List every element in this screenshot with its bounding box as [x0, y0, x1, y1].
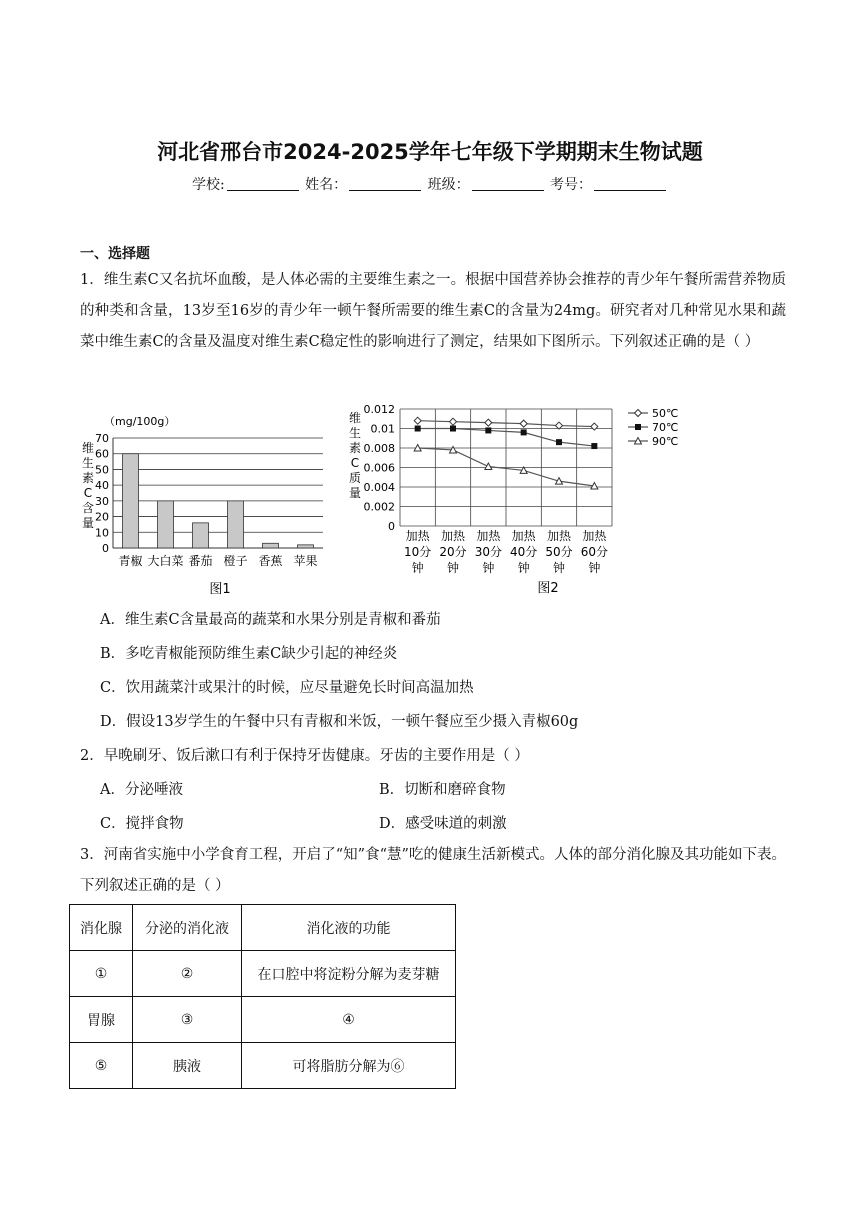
school-blank[interactable]: [227, 176, 299, 191]
page-title: 河北省邢台市2024-2025学年七年级下学期期末生物试题: [157, 140, 703, 164]
table-row: [70, 951, 456, 997]
y-tick-label: 30: [95, 494, 109, 508]
data-point: [450, 418, 457, 425]
x-tick-label: 钟: [446, 561, 460, 575]
data-point: [450, 426, 456, 432]
data-point: [485, 427, 491, 433]
y-axis-label-char: 生: [348, 426, 362, 440]
q1-option-b[interactable]: B．多吃青椒能预防维生素C缺少引起的神经炎: [100, 646, 398, 662]
x-tick-label: 钟: [482, 561, 495, 575]
bar: [263, 543, 279, 548]
question-2-text: 2．早晚刷牙、饭后漱口有利于保持牙齿健康。牙齿的主要作用是（ ）: [80, 748, 529, 764]
x-tick-label: 20分: [439, 545, 467, 559]
table-header-row: [70, 905, 456, 951]
table-cell: ③: [133, 997, 242, 1043]
bar: [123, 454, 139, 548]
data-point: [414, 417, 421, 424]
chart-unit-label: （mg/100g）: [104, 415, 176, 428]
table-header-cell: 消化液的功能: [242, 905, 456, 951]
x-tick-label: 加热: [405, 529, 430, 543]
y-axis-label-char: 维: [81, 441, 95, 455]
line-chart-figure-2: [345, 398, 705, 600]
q2-option-a[interactable]: A．分泌唾液: [100, 782, 183, 798]
y-tick-label: 0.012: [363, 403, 395, 416]
x-tick-label: 青椒: [118, 554, 143, 568]
data-point: [556, 422, 563, 429]
bar-chart-figure-1: [80, 408, 330, 600]
x-tick-label: 60分: [580, 545, 608, 559]
data-point: [635, 410, 642, 417]
student-info-line: [0, 174, 860, 194]
x-tick-label: 加热: [440, 529, 466, 543]
y-axis-label-char: 量: [81, 516, 95, 530]
table-cell: ④: [242, 997, 456, 1043]
y-tick-label: 0.006: [363, 461, 395, 475]
bar: [228, 501, 244, 548]
y-tick-label: 0: [388, 520, 395, 533]
y-tick-label: 0.004: [363, 481, 395, 494]
q2-option-d[interactable]: D．感受味道的刺激: [379, 816, 507, 832]
y-tick-label: 0.008: [363, 442, 395, 455]
question-1-text: 1．维生素C又名抗坏血酸，是人体必需的主要维生素之一。根据中国营养协会推荐的青少年午餐所需营养物质的种类和含量，13岁至16岁的青少年一顿午餐所需要的维生素C的含量为24mg。研究者对几种常见水果和蔬菜中维生素C的含量及温度对维生素C稳定性的影响进行了测定，结果如下图所示。下列叙述正确的是（ ）: [80, 272, 786, 350]
section-heading: 一、选择题: [80, 246, 150, 262]
question-3-text: 3．河南省实施中小学食育工程，开启了“知”食“慧”吃的健康生活新模式。人体的部分消化腺及其功能如下表。下列叙述正确的是（ ）: [80, 847, 786, 894]
x-tick-label: 40分: [510, 545, 538, 559]
table-row: [70, 1043, 456, 1089]
table-header-cell: 消化腺: [70, 905, 133, 951]
y-axis-label-char: 维: [348, 411, 362, 425]
bar: [193, 523, 209, 548]
q1-option-d[interactable]: D．假设13岁学生的午餐中只有青椒和米饭，一顿午餐应至少摄入青椒60g: [100, 714, 579, 730]
data-point: [520, 420, 527, 427]
table-cell: 胃腺: [70, 997, 133, 1043]
q2-option-c[interactable]: C．搅拌食物: [100, 816, 184, 832]
x-tick-label: 50分: [545, 545, 573, 559]
number-label: 考号：: [550, 177, 593, 193]
q2-option-b[interactable]: B．切断和磨碎食物: [379, 782, 506, 798]
y-axis-label-char: C: [83, 486, 93, 500]
x-tick-label: 钟: [588, 561, 601, 575]
x-tick-label: 钟: [552, 561, 566, 575]
x-tick-label: 10分: [404, 545, 432, 559]
school-label: 学校:: [191, 177, 225, 193]
y-axis-label-char: 含: [81, 501, 95, 515]
x-tick-label: 加热: [511, 529, 536, 543]
table-cell: 在口腔中将淀粉分解为麦芽糖: [242, 951, 456, 997]
data-point: [635, 424, 641, 430]
y-axis-label-char: 量: [348, 486, 362, 500]
chart-title: 图2: [537, 581, 559, 596]
data-point: [591, 443, 597, 449]
x-tick-label: 钟: [517, 561, 530, 575]
q1-option-a[interactable]: A．维生素C含量最高的蔬菜和水果分别是青椒和番茄: [100, 612, 441, 628]
x-tick-label: 橙子: [223, 554, 248, 568]
x-tick-label: 苹果: [293, 554, 318, 568]
x-tick-label: 30分: [474, 545, 502, 559]
digestive-gland-table: [69, 904, 456, 1089]
bar: [298, 545, 314, 548]
y-tick-label: 70: [95, 432, 109, 445]
y-axis-label-char: 素: [81, 471, 95, 485]
table-cell: 可将脂肪分解为⑥: [242, 1043, 456, 1089]
bar: [158, 501, 174, 548]
y-axis-label-char: 素: [348, 441, 362, 455]
x-tick-label: 番茄: [188, 554, 213, 568]
legend-label: 70℃: [652, 421, 679, 434]
q1-option-c[interactable]: C．饮用蔬菜汁或果汁的时候，应尽量避免长时间高温加热: [100, 680, 474, 696]
legend-label: 90℃: [652, 435, 679, 448]
legend-label: 50℃: [652, 407, 679, 420]
x-tick-label: 香蕉: [258, 554, 283, 568]
x-tick-label: 大白菜: [147, 554, 184, 568]
y-tick-label: 10: [95, 526, 109, 540]
data-point: [485, 419, 492, 426]
data-point: [521, 429, 527, 435]
y-axis-label-char: 质: [348, 471, 362, 485]
table-cell: 胰液: [133, 1043, 242, 1089]
y-tick-label: 0: [102, 542, 109, 555]
table-cell: ②: [133, 951, 242, 997]
y-tick-label: 0.01: [370, 422, 395, 436]
x-tick-label: 加热: [546, 529, 572, 543]
x-tick-label: 钟: [411, 561, 424, 575]
x-tick-label: 加热: [582, 529, 607, 543]
data-point: [556, 439, 562, 445]
chart-title: 图1: [209, 582, 231, 597]
y-tick-label: 50: [95, 463, 109, 477]
y-tick-label: 60: [95, 447, 109, 461]
name-label: 姓名：: [305, 177, 348, 193]
table-cell: ①: [70, 951, 133, 997]
y-axis-label-char: 生: [81, 456, 95, 470]
class-label: 班级：: [427, 177, 470, 193]
y-tick-label: 0.002: [363, 500, 395, 514]
class-blank[interactable]: [472, 176, 544, 191]
y-axis-label-char: C: [350, 456, 360, 470]
data-point: [415, 426, 421, 432]
table-header-cell: 分泌的消化液: [133, 905, 242, 951]
y-tick-label: 20: [95, 510, 109, 524]
number-blank[interactable]: [594, 176, 666, 191]
table-row: [70, 997, 456, 1043]
y-tick-label: 40: [95, 479, 109, 493]
name-blank[interactable]: [349, 176, 421, 191]
table-cell: ⑤: [70, 1043, 133, 1089]
data-point: [591, 423, 598, 430]
x-tick-label: 加热: [476, 529, 501, 543]
